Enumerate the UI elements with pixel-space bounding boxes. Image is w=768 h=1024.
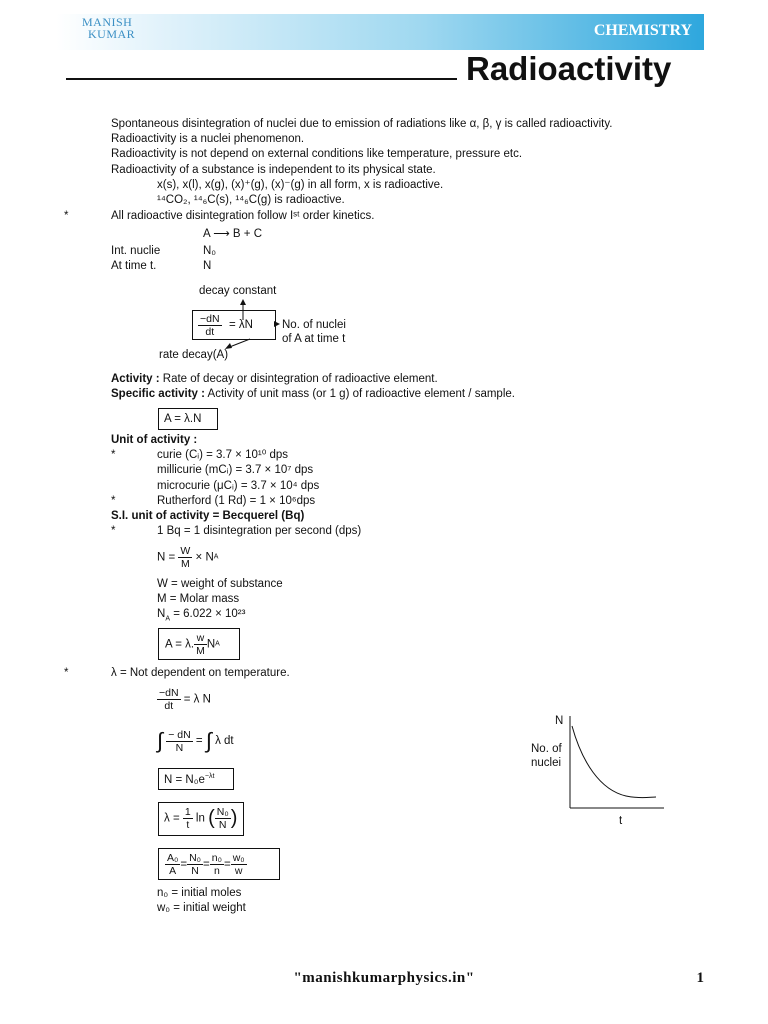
activity-text: Rate of decay or disintegration of radioactive element. — [162, 373, 438, 385]
intro-line-3: Radioactivity is not depend on external conditions like temperature, pressure etc. — [111, 148, 523, 160]
becquerel-line: 1 Bq = 1 disintegration per second (dps) — [157, 525, 362, 537]
integral-1: ∫ — [157, 728, 164, 753]
w0-definition: w₀ = initial weight — [157, 902, 246, 914]
a-rhs: N — [206, 638, 216, 651]
time-t-value: N — [203, 260, 212, 272]
eq2-equals: = — [195, 735, 203, 747]
eq5-box — [158, 848, 280, 880]
page-number: 1 — [696, 970, 704, 986]
decay-constant-label: decay constant — [199, 285, 277, 297]
a-formula-box — [158, 628, 240, 660]
intro-line-5: x(s), x(l), x(g), (x)⁺(g), (x)⁻(g) in all form, x is radioactive. — [157, 179, 444, 191]
eq5-d-den: w — [234, 865, 243, 877]
intro-line-1: Spontaneous disintegration of nuclei due to emission of radiations like α, β, γ is called radioactivity. — [111, 118, 613, 130]
eq2-denominator: N — [175, 741, 184, 754]
logo — [82, 16, 135, 40]
rate-rhs: = λN — [229, 319, 253, 331]
integral-2: ∫ — [205, 728, 212, 753]
rate-numerator: −dN — [200, 313, 220, 325]
lambda-line: λ = Not dependent on temperature. — [111, 667, 290, 679]
intro-line-2: Radioactivity is a nuclei phenomenon. — [111, 133, 305, 145]
eq5-a-den: A — [169, 865, 177, 877]
na-symbol: N — [157, 608, 166, 620]
activity-formula: A = λ.N — [164, 413, 202, 425]
initial-nuclei-label: Int. nuclie — [111, 245, 161, 257]
eq5-eq3: = — [223, 858, 231, 871]
rate-denominator: dt — [205, 326, 215, 338]
subject-label: CHEMISTRY — [593, 22, 692, 39]
n-lhs: N = — [157, 551, 176, 564]
activity-formula-box — [158, 408, 218, 430]
decay-curve-graph — [560, 712, 670, 812]
w-definition: W = weight of substance — [157, 578, 283, 590]
eq5-c-num: n₀ — [211, 852, 222, 864]
eq5-b-num: N₀ — [189, 852, 202, 864]
eq1 — [157, 687, 211, 712]
eq1-numerator: −dN — [159, 687, 179, 699]
eq2-rhs: λ dt — [215, 735, 234, 747]
footer-site: "manishkumarphysics.in" — [293, 970, 475, 986]
a-denominator: M — [196, 645, 205, 657]
eq1-denominator: dt — [164, 700, 174, 712]
microcurie-line: microcurie (μCᵢ) = 3.7 × 10⁴ dps — [157, 480, 320, 492]
nuclei-label-2: of A at time t — [282, 333, 346, 345]
graph-y-label-1: No. of — [531, 743, 562, 755]
bullet: * — [64, 210, 69, 222]
eq5-d-num: w₀ — [232, 852, 245, 864]
eq4 — [164, 806, 237, 831]
n-denominator: M — [181, 558, 190, 570]
logo-line2: KUMAR — [88, 27, 136, 41]
eq5-eq1: = — [180, 858, 188, 871]
n-rhs: × N — [195, 551, 214, 564]
a-formula — [165, 632, 220, 657]
eq4-n-denominator: N — [218, 819, 227, 831]
intro-line-4: Radioactivity of a substance is independent to its physical state. — [111, 164, 436, 176]
intro-line-6: ¹⁴CO₂, ¹⁴₆C(s), ¹⁴₆C(g) is radioactive. — [157, 194, 345, 206]
unit-heading: Unit of activity : — [111, 434, 198, 446]
eq4-numerator: 1 — [184, 806, 191, 818]
eq4-denominator: t — [186, 819, 190, 831]
nuclei-label-1: No. of nuclei — [282, 319, 346, 331]
graph-x-var: t — [619, 815, 623, 827]
a-rhs-sub: A — [215, 640, 220, 648]
rutherford-line: Rutherford (1 Rd) = 1 × 10⁶dps — [157, 495, 316, 507]
millicurie-line: millicurie (mCᵢ) = 3.7 × 10⁷ dps — [157, 464, 314, 476]
eq4-ln: ln — [195, 812, 205, 825]
m-definition: M = Molar mass — [157, 593, 240, 605]
n-numerator: W — [180, 545, 191, 557]
eq1-rhs: = λ N — [183, 693, 211, 706]
specific-activity-label: Specific activity : — [111, 388, 205, 400]
initial-nuclei-value: N₀ — [203, 245, 217, 257]
eq2 — [157, 728, 234, 754]
bullet: * — [111, 525, 116, 537]
n0-definition: n₀ = initial moles — [157, 887, 242, 899]
title-rule — [66, 78, 457, 80]
eq4-box — [158, 802, 244, 836]
logo-line1: MANISH — [82, 15, 133, 29]
eq3-exponent: −λt — [204, 773, 215, 781]
curie-line: curie (Cᵢ) = 3.7 × 10¹⁰ dps — [157, 449, 289, 461]
eq4-paren-open: ( — [208, 807, 215, 829]
eq3 — [164, 773, 214, 787]
rate-decay-label: rate decay(A) — [159, 349, 229, 361]
eq4-n-numerator: N₀ — [216, 806, 229, 818]
activity-line — [111, 372, 438, 386]
eq5-eq2: = — [203, 858, 210, 871]
decay-curve — [572, 726, 656, 798]
specific-activity-text: Activity of unit mass (or 1 g) of radioactive element / sample. — [207, 388, 515, 400]
eq3-box — [158, 768, 234, 790]
eq5-b-den: N — [191, 865, 199, 877]
graph-y-label-2: nuclei — [531, 757, 562, 769]
na-definition — [157, 607, 245, 621]
si-unit-heading: S.I. unit of activity = Becquerel (Bq) — [111, 510, 305, 522]
eq5-c-den: n — [213, 865, 220, 877]
na-sub: A — [165, 615, 170, 623]
kinetics-line: All radioactive disintegration follow Iˢᵗ order kinetics. — [111, 210, 375, 222]
bullet: * — [111, 449, 116, 461]
eq3-base: N = N₀e — [164, 774, 205, 786]
graph-y-var: N — [555, 715, 564, 727]
na-value: = 6.022 × 10²³ — [173, 608, 246, 620]
reaction: A ⟶ B + C — [203, 228, 262, 240]
page-title: Radioactivity — [466, 50, 672, 87]
a-lhs: A = λ. — [165, 638, 195, 651]
a-numerator: w — [194, 632, 207, 645]
eq5-a-num: A₀ — [167, 852, 179, 864]
n-formula — [157, 545, 218, 570]
activity-label: Activity : — [111, 373, 160, 385]
bullet: * — [64, 667, 69, 679]
n-rhs-sub: A — [213, 553, 219, 561]
eq5 — [165, 852, 247, 877]
eq4-paren-close: ) — [230, 807, 238, 829]
specific-activity-line — [111, 387, 515, 401]
eq2-numerator: − dN — [168, 728, 191, 741]
bullet: * — [111, 495, 116, 507]
eq4-lhs: λ = — [164, 812, 180, 825]
time-t-label: At time t. — [111, 260, 157, 272]
